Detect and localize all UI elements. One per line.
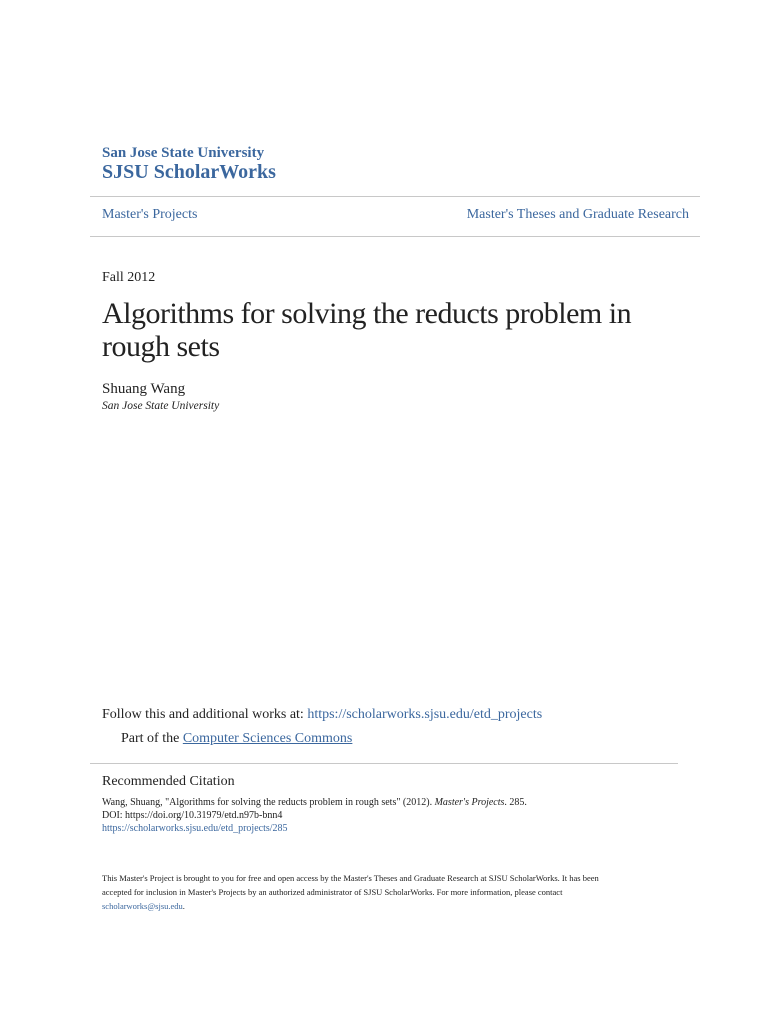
citation-block xyxy=(102,796,702,835)
access-notice xyxy=(102,871,662,913)
notice-line-2: accepted for inclusion in Master's Projects by an authorized administrator of SJSU ScholarWorks. For more information, please contact xyxy=(102,887,563,897)
citation-series: Master's Projects xyxy=(434,797,505,808)
citation-text: Wang, Shuang, "Algorithms for solving the reducts problem in rough sets" (2012). xyxy=(102,797,435,808)
citation-url-link[interactable]: https://scholarworks.sjsu.edu/etd_projects/285 xyxy=(102,823,288,834)
citation-divider xyxy=(90,763,678,764)
publication-date: Fall 2012 xyxy=(102,270,156,285)
recommended-citation-heading: Recommended Citation xyxy=(102,774,235,789)
repository-name[interactable]: SJSU ScholarWorks xyxy=(102,161,276,183)
follow-url-link[interactable]: https://scholarworks.sjsu.edu/etd_projects xyxy=(307,707,543,722)
top-divider xyxy=(90,196,700,197)
citation-doi: DOI: https://doi.org/10.31979/etd.n97b-bnn4 xyxy=(102,810,283,821)
masters-projects-link[interactable]: Master's Projects xyxy=(102,207,198,222)
author-affiliation: San Jose State University xyxy=(102,400,220,412)
university-name[interactable]: San Jose State University xyxy=(102,145,265,161)
notice-line-1: This Master's Project is brought to you for free and open access by the Master's Theses and Graduate Research at SJSU ScholarWorks. It has been xyxy=(102,873,599,883)
masters-theses-link[interactable]: Master's Theses and Graduate Research xyxy=(466,207,689,222)
part-of-prefix: Part of the xyxy=(121,731,183,746)
part-of-line xyxy=(121,731,352,747)
citation-line xyxy=(102,796,702,809)
citation-number: . 285. xyxy=(504,797,527,808)
document-title: Algorithms for solving the reducts problem in rough sets xyxy=(102,297,632,363)
computer-sciences-commons-link[interactable]: Computer Sciences Commons xyxy=(182,731,353,746)
follow-prefix: Follow this and additional works at: xyxy=(102,707,308,722)
author-name: Shuang Wang xyxy=(102,381,186,397)
nav-divider xyxy=(90,236,700,237)
notice-email-suffix: . xyxy=(182,901,185,911)
follow-line xyxy=(102,707,542,723)
contact-email-link[interactable]: scholarworks@sjsu.edu xyxy=(102,901,183,911)
